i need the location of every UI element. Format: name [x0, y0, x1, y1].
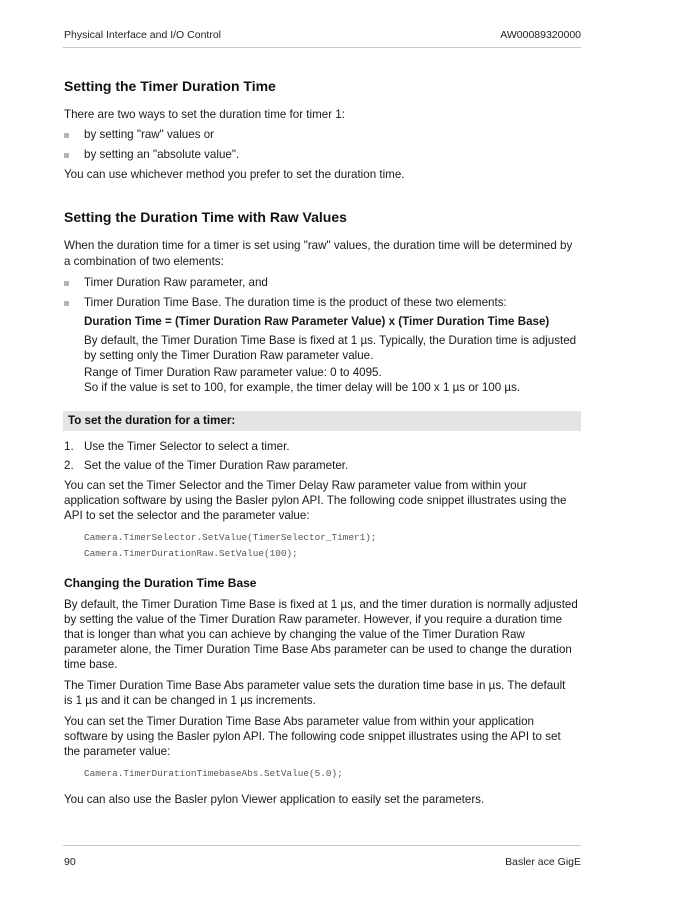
range-line1: Range of Timer Duration Raw parameter value: 0 to 4095.: [84, 366, 382, 379]
section3-para3-line: You can set the Timer Duration Time Base Abs parameter value from within your application: [64, 715, 534, 728]
range-line2: So if the value is set to 100, for example, the timer delay will be 100 x 1 µs or 100 µs.: [84, 381, 521, 394]
code-line: Camera.TimerDurationTimebaseAbs.SetValue(5.0);: [84, 768, 343, 779]
header-divider: [63, 47, 581, 48]
section-heading-time-base: Changing the Duration Time Base: [64, 576, 257, 590]
section1-closing: You can use whichever method you prefer to set the duration time.: [64, 168, 405, 181]
bullet-square-icon: [64, 281, 69, 286]
section3-para3-line: the parameter value:: [64, 745, 171, 758]
footer-divider: [63, 845, 581, 846]
section3-para1-line: by setting the value of the Timer Duration Raw parameter. However, if you require a duration time: [64, 613, 563, 626]
bullet-square-icon: [64, 133, 69, 138]
page-number: 90: [64, 856, 76, 868]
step-text: Use the Timer Selector to select a timer.: [84, 440, 290, 453]
api-line1: You can set the Timer Selector and the Timer Delay Raw parameter value from within your: [64, 479, 527, 492]
bullet-square-icon: [64, 301, 69, 306]
section1-intro: There are two ways to set the duration time for timer 1:: [64, 108, 345, 121]
section3-para1-line: By default, the Timer Duration Time Base is fixed at 1 µs, and the timer duration is normally adjusted: [64, 598, 578, 611]
section2-intro-line2: a combination of two elements:: [64, 255, 224, 268]
section-heading-timer-duration: Setting the Timer Duration Time: [64, 78, 276, 94]
footer-product: Basler ace GigE: [505, 856, 581, 868]
section3-para1-line: that is longer than what you can achieve by changing the value of the Timer Duration Raw: [64, 628, 525, 641]
code-line: Camera.TimerDurationRaw.SetValue(100);: [84, 548, 298, 559]
note-line2: by setting only the Timer Duration Raw parameter value.: [84, 349, 374, 362]
procedure-title-bar: [63, 411, 581, 431]
header-section-title: Physical Interface and I/O Control: [64, 29, 221, 41]
api-line2: application software by using the Basler pylon API. The following code snippet illustrates using the: [64, 494, 567, 507]
bullet-text: Timer Duration Time Base. The duration time is the product of these two elements:: [84, 296, 507, 309]
section3-para1-line: parameter alone, the Timer Duration Time Base Abs parameter can be used to change the duration: [64, 643, 572, 656]
note-line1: By default, the Timer Duration Time Base is fixed at 1 µs. Typically, the Duration time is adjusted: [84, 334, 577, 347]
bullet-text: by setting "raw" values or: [84, 128, 215, 141]
code-line: Camera.TimerSelector.SetValue(TimerSelector_Timer1);: [84, 532, 377, 543]
section3-para2-line: The Timer Duration Time Base Abs parameter value sets the duration time base in µs. The default: [64, 679, 566, 692]
api-line3: API to set the selector and the parameter value:: [64, 509, 310, 522]
section3-para2-line: is 1 µs and it can be changed in 1 µs increments.: [64, 694, 316, 707]
section-heading-raw-values: Setting the Duration Time with Raw Values: [64, 209, 347, 225]
section3-closing: You can also use the Basler pylon Viewer application to easily set the parameters.: [64, 793, 485, 806]
step-text: Set the value of the Timer Duration Raw parameter.: [84, 459, 349, 472]
duration-formula: Duration Time = (Timer Duration Raw Parameter Value) x (Timer Duration Time Base): [84, 315, 550, 328]
step-number: 2.: [64, 459, 74, 472]
bullet-square-icon: [64, 153, 69, 158]
bullet-text: by setting an "absolute value".: [84, 148, 240, 161]
step-number: 1.: [64, 440, 74, 453]
section3-para3-line: software by using the Basler pylon API. The following code snippet illustrates using the API to set: [64, 730, 561, 743]
bullet-text: Timer Duration Raw parameter, and: [84, 276, 268, 289]
section2-intro-line1: When the duration time for a timer is set using "raw" values, the duration time will be determined by: [64, 239, 573, 252]
section3-para1-line: time base.: [64, 658, 118, 671]
header-doc-number: AW00089320000: [500, 29, 581, 41]
procedure-title: To set the duration for a timer:: [68, 414, 236, 427]
